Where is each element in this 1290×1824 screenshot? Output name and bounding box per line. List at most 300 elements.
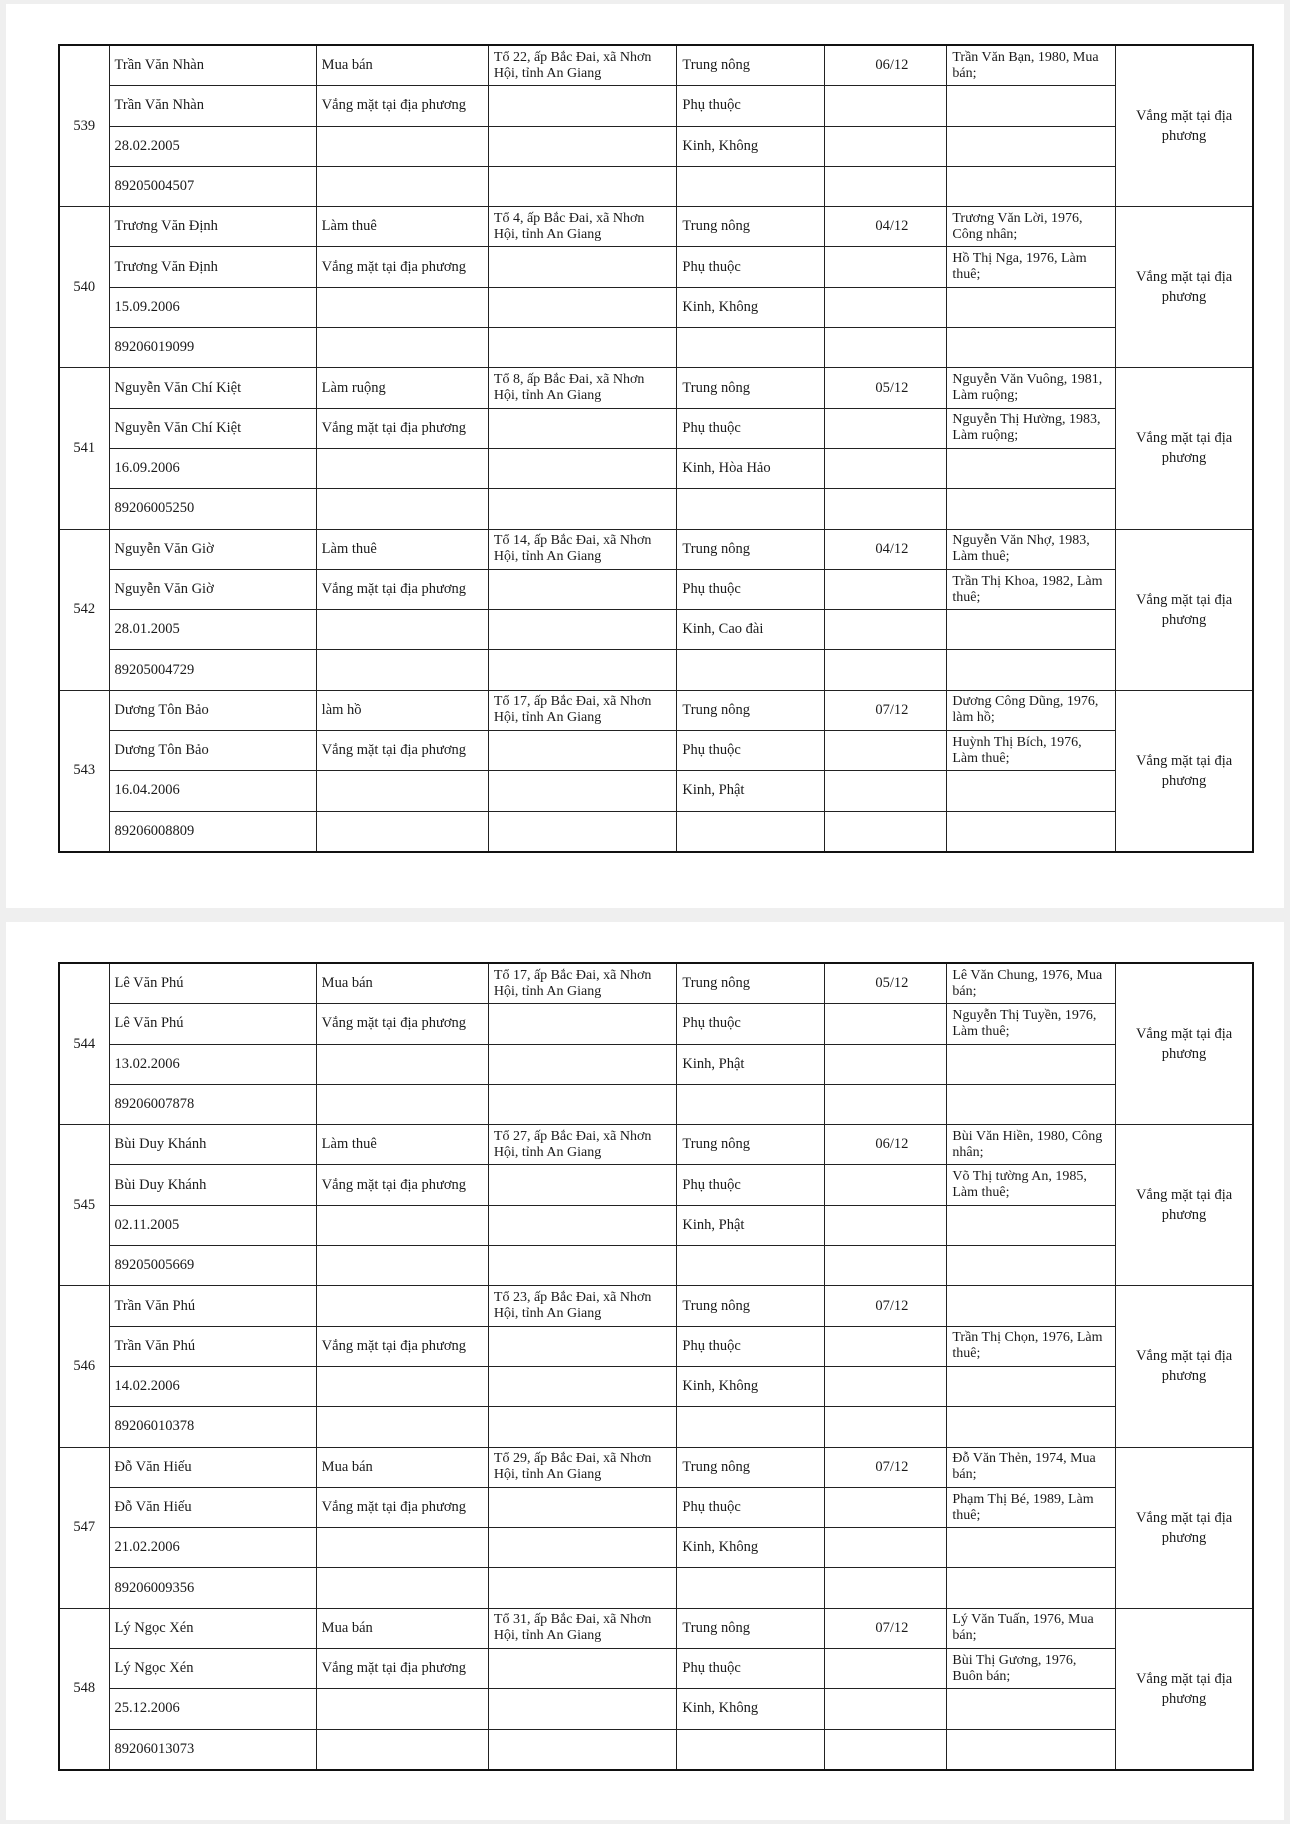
table-row bbox=[59, 207, 1253, 247]
table-row bbox=[59, 287, 1253, 327]
empty-cell bbox=[488, 1366, 677, 1406]
relation: Phụ thuộc bbox=[677, 86, 825, 126]
empty-cell bbox=[825, 1004, 947, 1044]
empty-cell bbox=[947, 1407, 1116, 1447]
empty-cell bbox=[488, 1326, 677, 1366]
records-page-1 bbox=[59, 45, 1253, 852]
empty-cell bbox=[316, 1366, 488, 1406]
relative-info: Phạm Thị Bé, 1989, Làm thuê; bbox=[947, 1487, 1116, 1527]
empty-cell bbox=[488, 1487, 677, 1527]
note: Vắng mặt tại địa phương bbox=[1116, 1608, 1253, 1770]
relative-info bbox=[947, 1044, 1116, 1084]
relative-info: Võ Thị tường An, 1985, Làm thuê; bbox=[947, 1165, 1116, 1205]
empty-cell bbox=[825, 1246, 947, 1286]
empty-cell bbox=[825, 731, 947, 771]
table-row bbox=[59, 811, 1253, 852]
relation: Phụ thuộc bbox=[677, 1649, 825, 1689]
empty-cell bbox=[488, 328, 677, 368]
empty-cell bbox=[488, 569, 677, 609]
id-number: 89206007878 bbox=[109, 1084, 316, 1124]
ethnicity-religion: Kinh, Phật bbox=[677, 1044, 825, 1084]
record-number: 548 bbox=[59, 1608, 109, 1770]
empty-cell bbox=[825, 1044, 947, 1084]
ethnicity-religion: Kinh, Cao đài bbox=[677, 610, 825, 650]
empty-cell bbox=[825, 1649, 947, 1689]
empty-cell bbox=[316, 489, 488, 529]
registry-table bbox=[58, 44, 1254, 853]
ethnicity-religion: Kinh, Không bbox=[677, 1366, 825, 1406]
table-row bbox=[59, 489, 1253, 529]
note: Vắng mặt tại địa phương bbox=[1116, 1286, 1253, 1447]
table-row bbox=[59, 650, 1253, 690]
address: Tổ 23, ấp Bắc Đai, xã Nhơn Hội, tỉnh An Giang bbox=[488, 1286, 677, 1326]
empty-cell bbox=[488, 408, 677, 448]
empty-cell bbox=[677, 650, 825, 690]
empty-cell bbox=[488, 166, 677, 206]
occupation: Làm ruộng bbox=[316, 368, 488, 408]
relative-info: Lê Văn Chung, 1976, Mua bán; bbox=[947, 963, 1116, 1004]
empty-cell bbox=[316, 448, 488, 488]
relation: Phụ thuộc bbox=[677, 1487, 825, 1527]
empty-cell bbox=[316, 287, 488, 327]
empty-cell bbox=[677, 1084, 825, 1124]
relative-info: Dương Công Dũng, 1976, làm hồ; bbox=[947, 690, 1116, 730]
person-name: Lê Văn Phú bbox=[109, 963, 316, 1004]
table-row bbox=[59, 1487, 1253, 1527]
person-name: Trần Văn Nhàn bbox=[109, 86, 316, 126]
empty-cell bbox=[316, 650, 488, 690]
household-size: 07/12 bbox=[825, 1447, 947, 1487]
address: Tổ 17, ấp Bắc Đai, xã Nhơn Hội, tỉnh An Giang bbox=[488, 690, 677, 730]
empty-cell bbox=[488, 610, 677, 650]
table-row bbox=[59, 166, 1253, 206]
household-size: 07/12 bbox=[825, 690, 947, 730]
social-class: Trung nông bbox=[677, 963, 825, 1004]
address: Tổ 22, ấp Bắc Đai, xã Nhơn Hội, tỉnh An Giang bbox=[488, 45, 677, 86]
id-number: 89205005669 bbox=[109, 1246, 316, 1286]
empty-cell bbox=[316, 1205, 488, 1245]
household-size: 05/12 bbox=[825, 368, 947, 408]
status: Vắng mặt tại địa phương bbox=[316, 1649, 488, 1689]
date-of-birth: 25.12.2006 bbox=[109, 1689, 316, 1729]
person-name: Bùi Duy Khánh bbox=[109, 1165, 316, 1205]
empty-cell bbox=[947, 1246, 1116, 1286]
empty-cell bbox=[947, 811, 1116, 852]
occupation: Mua bán bbox=[316, 1447, 488, 1487]
relative-info: Nguyễn Văn Vuông, 1981, Làm ruộng; bbox=[947, 368, 1116, 408]
empty-cell bbox=[488, 1729, 677, 1770]
ethnicity-religion: Kinh, Không bbox=[677, 1689, 825, 1729]
household-size: 04/12 bbox=[825, 207, 947, 247]
empty-cell bbox=[488, 126, 677, 166]
table-row bbox=[59, 1004, 1253, 1044]
empty-cell bbox=[316, 1689, 488, 1729]
record-number: 542 bbox=[59, 529, 109, 690]
table-row bbox=[59, 1326, 1253, 1366]
social-class: Trung nông bbox=[677, 529, 825, 569]
table-row bbox=[59, 569, 1253, 609]
empty-cell bbox=[825, 1084, 947, 1124]
empty-cell bbox=[488, 448, 677, 488]
empty-cell bbox=[316, 126, 488, 166]
ethnicity-religion: Kinh, Không bbox=[677, 287, 825, 327]
empty-cell bbox=[825, 1689, 947, 1729]
status: Vắng mặt tại địa phương bbox=[316, 1326, 488, 1366]
empty-cell bbox=[825, 489, 947, 529]
empty-cell bbox=[825, 126, 947, 166]
table-row bbox=[59, 1084, 1253, 1124]
empty-cell bbox=[825, 569, 947, 609]
date-of-birth: 13.02.2006 bbox=[109, 1044, 316, 1084]
table-row bbox=[59, 1689, 1253, 1729]
empty-cell bbox=[825, 328, 947, 368]
empty-cell bbox=[488, 1044, 677, 1084]
note: Vắng mặt tại địa phương bbox=[1116, 1125, 1253, 1286]
relation: Phụ thuộc bbox=[677, 569, 825, 609]
date-of-birth: 16.04.2006 bbox=[109, 771, 316, 811]
household-size: 05/12 bbox=[825, 963, 947, 1004]
table-row bbox=[59, 1568, 1253, 1608]
social-class: Trung nông bbox=[677, 1125, 825, 1165]
note: Vắng mặt tại địa phương bbox=[1116, 1447, 1253, 1608]
status: Vắng mặt tại địa phương bbox=[316, 1165, 488, 1205]
relative-info: Trương Văn Lời, 1976, Công nhân; bbox=[947, 207, 1116, 247]
empty-cell bbox=[825, 771, 947, 811]
note: Vắng mặt tại địa phương bbox=[1116, 690, 1253, 852]
empty-cell bbox=[316, 166, 488, 206]
note: Vắng mặt tại địa phương bbox=[1116, 368, 1253, 529]
relation: Phụ thuộc bbox=[677, 408, 825, 448]
relation: Phụ thuộc bbox=[677, 247, 825, 287]
status: Vắng mặt tại địa phương bbox=[316, 408, 488, 448]
relative-info: Nguyễn Thị Tuyền, 1976, Làm thuê; bbox=[947, 1004, 1116, 1044]
date-of-birth: 21.02.2006 bbox=[109, 1528, 316, 1568]
empty-cell bbox=[316, 1528, 488, 1568]
empty-cell bbox=[316, 1246, 488, 1286]
relative-info bbox=[947, 86, 1116, 126]
empty-cell bbox=[825, 1407, 947, 1447]
id-number: 89206009356 bbox=[109, 1568, 316, 1608]
record-number: 541 bbox=[59, 368, 109, 529]
address: Tổ 27, ấp Bắc Đai, xã Nhơn Hội, tỉnh An Giang bbox=[488, 1125, 677, 1165]
empty-cell bbox=[488, 811, 677, 852]
empty-cell bbox=[488, 1649, 677, 1689]
note: Vắng mặt tại địa phương bbox=[1116, 45, 1253, 207]
id-number: 89206008809 bbox=[109, 811, 316, 852]
date-of-birth: 16.09.2006 bbox=[109, 448, 316, 488]
record-number: 539 bbox=[59, 45, 109, 207]
table-row bbox=[59, 1165, 1253, 1205]
table-row bbox=[59, 731, 1253, 771]
note: Vắng mặt tại địa phương bbox=[1116, 207, 1253, 368]
social-class: Trung nông bbox=[677, 207, 825, 247]
address: Tổ 14, ấp Bắc Đai, xã Nhơn Hội, tỉnh An Giang bbox=[488, 529, 677, 569]
empty-cell bbox=[677, 489, 825, 529]
table-row bbox=[59, 1246, 1253, 1286]
person-name: Trần Văn Phú bbox=[109, 1286, 316, 1326]
relative-info bbox=[947, 1528, 1116, 1568]
relative-info bbox=[947, 1286, 1116, 1326]
table-row bbox=[59, 771, 1253, 811]
occupation: Làm thuê bbox=[316, 529, 488, 569]
empty-cell bbox=[825, 1729, 947, 1770]
id-number: 89206013073 bbox=[109, 1729, 316, 1770]
empty-cell bbox=[825, 1528, 947, 1568]
relative-info bbox=[947, 1205, 1116, 1245]
relative-info bbox=[947, 126, 1116, 166]
person-name: Lê Văn Phú bbox=[109, 1004, 316, 1044]
empty-cell bbox=[825, 1568, 947, 1608]
ethnicity-religion: Kinh, Không bbox=[677, 126, 825, 166]
empty-cell bbox=[677, 1729, 825, 1770]
empty-cell bbox=[488, 1246, 677, 1286]
status: Vắng mặt tại địa phương bbox=[316, 731, 488, 771]
relative-info: Nguyễn Văn Nhợ, 1983, Làm thuê; bbox=[947, 529, 1116, 569]
relative-info: Trần Thị Khoa, 1982, Làm thuê; bbox=[947, 569, 1116, 609]
date-of-birth: 28.01.2005 bbox=[109, 610, 316, 650]
relation: Phụ thuộc bbox=[677, 731, 825, 771]
empty-cell bbox=[488, 1004, 677, 1044]
empty-cell bbox=[825, 448, 947, 488]
relative-info: Bùi Thị Gương, 1976, Buôn bán; bbox=[947, 1649, 1116, 1689]
empty-cell bbox=[488, 489, 677, 529]
empty-cell bbox=[488, 86, 677, 126]
empty-cell bbox=[677, 166, 825, 206]
empty-cell bbox=[488, 771, 677, 811]
empty-cell bbox=[488, 1165, 677, 1205]
person-name: Đỗ Văn Hiếu bbox=[109, 1447, 316, 1487]
social-class: Trung nông bbox=[677, 1447, 825, 1487]
table-row bbox=[59, 448, 1253, 488]
date-of-birth: 02.11.2005 bbox=[109, 1205, 316, 1245]
relation: Phụ thuộc bbox=[677, 1165, 825, 1205]
empty-cell bbox=[488, 1407, 677, 1447]
empty-cell bbox=[825, 1326, 947, 1366]
empty-cell bbox=[316, 1568, 488, 1608]
person-name: Nguyễn Văn Chí Kiệt bbox=[109, 368, 316, 408]
id-number: 89205004507 bbox=[109, 166, 316, 206]
table-row bbox=[59, 1608, 1253, 1648]
empty-cell bbox=[677, 1407, 825, 1447]
empty-cell bbox=[488, 247, 677, 287]
person-name: Trần Văn Phú bbox=[109, 1326, 316, 1366]
note: Vắng mặt tại địa phương bbox=[1116, 529, 1253, 690]
address: Tổ 31, ấp Bắc Đai, xã Nhơn Hội, tỉnh An Giang bbox=[488, 1608, 677, 1648]
person-name: Dương Tôn Bảo bbox=[109, 690, 316, 730]
document-page-2 bbox=[6, 922, 1284, 1820]
status: Vắng mặt tại địa phương bbox=[316, 247, 488, 287]
social-class: Trung nông bbox=[677, 45, 825, 86]
empty-cell bbox=[488, 650, 677, 690]
empty-cell bbox=[316, 1407, 488, 1447]
empty-cell bbox=[947, 166, 1116, 206]
document-page-1 bbox=[6, 4, 1284, 908]
status: Vắng mặt tại địa phương bbox=[316, 569, 488, 609]
person-name: Lý Ngọc Xén bbox=[109, 1608, 316, 1648]
empty-cell bbox=[825, 650, 947, 690]
relation: Phụ thuộc bbox=[677, 1004, 825, 1044]
empty-cell bbox=[825, 287, 947, 327]
ethnicity-religion: Kinh, Hòa Hảo bbox=[677, 448, 825, 488]
table-row bbox=[59, 1366, 1253, 1406]
table-row bbox=[59, 86, 1253, 126]
occupation: Làm thuê bbox=[316, 1125, 488, 1165]
empty-cell bbox=[677, 328, 825, 368]
empty-cell bbox=[825, 1487, 947, 1527]
empty-cell bbox=[825, 247, 947, 287]
record-number: 546 bbox=[59, 1286, 109, 1447]
table-row bbox=[59, 368, 1253, 408]
table-row bbox=[59, 1649, 1253, 1689]
empty-cell bbox=[316, 811, 488, 852]
relation: Phụ thuộc bbox=[677, 1326, 825, 1366]
household-size: 04/12 bbox=[825, 529, 947, 569]
table-row bbox=[59, 1447, 1253, 1487]
table-row bbox=[59, 328, 1253, 368]
empty-cell bbox=[947, 650, 1116, 690]
table-row bbox=[59, 1528, 1253, 1568]
empty-cell bbox=[677, 811, 825, 852]
empty-cell bbox=[488, 287, 677, 327]
address: Tổ 17, ấp Bắc Đai, xã Nhơn Hội, tỉnh An Giang bbox=[488, 963, 677, 1004]
household-size: 07/12 bbox=[825, 1608, 947, 1648]
address: Tổ 4, ấp Bắc Đai, xã Nhơn Hội, tỉnh An Giang bbox=[488, 207, 677, 247]
id-number: 89206005250 bbox=[109, 489, 316, 529]
empty-cell bbox=[316, 1729, 488, 1770]
note: Vắng mặt tại địa phương bbox=[1116, 963, 1253, 1125]
person-name: Bùi Duy Khánh bbox=[109, 1125, 316, 1165]
record-number: 540 bbox=[59, 207, 109, 368]
table-row bbox=[59, 610, 1253, 650]
occupation: Mua bán bbox=[316, 45, 488, 86]
relative-info: Trần Thị Chọn, 1976, Làm thuê; bbox=[947, 1326, 1116, 1366]
person-name: Trần Văn Nhàn bbox=[109, 45, 316, 86]
person-name: Trương Văn Định bbox=[109, 247, 316, 287]
empty-cell bbox=[947, 328, 1116, 368]
date-of-birth: 28.02.2005 bbox=[109, 126, 316, 166]
empty-cell bbox=[488, 1568, 677, 1608]
relative-info: Hồ Thị Nga, 1976, Làm thuê; bbox=[947, 247, 1116, 287]
status: Vắng mặt tại địa phương bbox=[316, 86, 488, 126]
empty-cell bbox=[947, 1568, 1116, 1608]
table-row bbox=[59, 1125, 1253, 1165]
record-number: 544 bbox=[59, 963, 109, 1125]
occupation bbox=[316, 1286, 488, 1326]
table-row bbox=[59, 529, 1253, 569]
empty-cell bbox=[947, 1729, 1116, 1770]
empty-cell bbox=[825, 1366, 947, 1406]
empty-cell bbox=[677, 1246, 825, 1286]
person-name: Dương Tôn Bảo bbox=[109, 731, 316, 771]
relative-info bbox=[947, 610, 1116, 650]
social-class: Trung nông bbox=[677, 368, 825, 408]
empty-cell bbox=[677, 1568, 825, 1608]
household-size: 07/12 bbox=[825, 1286, 947, 1326]
occupation: Làm thuê bbox=[316, 207, 488, 247]
household-size: 06/12 bbox=[825, 45, 947, 86]
social-class: Trung nông bbox=[677, 1608, 825, 1648]
empty-cell bbox=[316, 610, 488, 650]
relative-info: Lý Văn Tuấn, 1976, Mua bán; bbox=[947, 1608, 1116, 1648]
date-of-birth: 15.09.2006 bbox=[109, 287, 316, 327]
ethnicity-religion: Kinh, Phật bbox=[677, 1205, 825, 1245]
table-row bbox=[59, 247, 1253, 287]
empty-cell bbox=[825, 408, 947, 448]
relative-info bbox=[947, 448, 1116, 488]
relative-info: Bùi Văn Hiền, 1980, Công nhân; bbox=[947, 1125, 1116, 1165]
relative-info bbox=[947, 1366, 1116, 1406]
empty-cell bbox=[825, 1205, 947, 1245]
status: Vắng mặt tại địa phương bbox=[316, 1487, 488, 1527]
empty-cell bbox=[947, 1084, 1116, 1124]
social-class: Trung nông bbox=[677, 690, 825, 730]
empty-cell bbox=[825, 811, 947, 852]
table-row bbox=[59, 1044, 1253, 1084]
address: Tổ 29, ấp Bắc Đai, xã Nhơn Hội, tỉnh An Giang bbox=[488, 1447, 677, 1487]
relative-info bbox=[947, 771, 1116, 811]
table-row bbox=[59, 1729, 1253, 1770]
table-row bbox=[59, 45, 1253, 86]
table-row bbox=[59, 963, 1253, 1004]
empty-cell bbox=[825, 1165, 947, 1205]
empty-cell bbox=[316, 328, 488, 368]
address: Tổ 8, ấp Bắc Đai, xã Nhơn Hội, tỉnh An Giang bbox=[488, 368, 677, 408]
social-class: Trung nông bbox=[677, 1286, 825, 1326]
date-of-birth: 14.02.2006 bbox=[109, 1366, 316, 1406]
empty-cell bbox=[488, 1689, 677, 1729]
household-size: 06/12 bbox=[825, 1125, 947, 1165]
occupation: Mua bán bbox=[316, 1608, 488, 1648]
status: Vắng mặt tại địa phương bbox=[316, 1004, 488, 1044]
relative-info bbox=[947, 1689, 1116, 1729]
table-row bbox=[59, 690, 1253, 730]
empty-cell bbox=[488, 731, 677, 771]
ethnicity-religion: Kinh, Không bbox=[677, 1528, 825, 1568]
record-number: 545 bbox=[59, 1125, 109, 1286]
person-name: Nguyễn Văn Chí Kiệt bbox=[109, 408, 316, 448]
table-row bbox=[59, 1205, 1253, 1245]
relative-info bbox=[947, 287, 1116, 327]
registry-table bbox=[58, 962, 1254, 1771]
empty-cell bbox=[316, 1084, 488, 1124]
empty-cell bbox=[316, 1044, 488, 1084]
relative-info: Trần Văn Bạn, 1980, Mua bán; bbox=[947, 45, 1116, 86]
empty-cell bbox=[947, 489, 1116, 529]
table-row bbox=[59, 126, 1253, 166]
table-row bbox=[59, 408, 1253, 448]
record-number: 543 bbox=[59, 690, 109, 852]
table-row bbox=[59, 1407, 1253, 1447]
id-number: 89206010378 bbox=[109, 1407, 316, 1447]
id-number: 89205004729 bbox=[109, 650, 316, 690]
empty-cell bbox=[316, 771, 488, 811]
record-number: 547 bbox=[59, 1447, 109, 1608]
id-number: 89206019099 bbox=[109, 328, 316, 368]
relative-info: Huỳnh Thị Bích, 1976, Làm thuê; bbox=[947, 731, 1116, 771]
occupation: làm hồ bbox=[316, 690, 488, 730]
person-name: Nguyễn Văn Giờ bbox=[109, 569, 316, 609]
table-row bbox=[59, 1286, 1253, 1326]
ethnicity-religion: Kinh, Phật bbox=[677, 771, 825, 811]
empty-cell bbox=[488, 1205, 677, 1245]
person-name: Trương Văn Định bbox=[109, 207, 316, 247]
records-page-2 bbox=[59, 963, 1253, 1770]
empty-cell bbox=[825, 610, 947, 650]
person-name: Nguyễn Văn Giờ bbox=[109, 529, 316, 569]
empty-cell bbox=[825, 86, 947, 126]
empty-cell bbox=[488, 1528, 677, 1568]
person-name: Lý Ngọc Xén bbox=[109, 1649, 316, 1689]
